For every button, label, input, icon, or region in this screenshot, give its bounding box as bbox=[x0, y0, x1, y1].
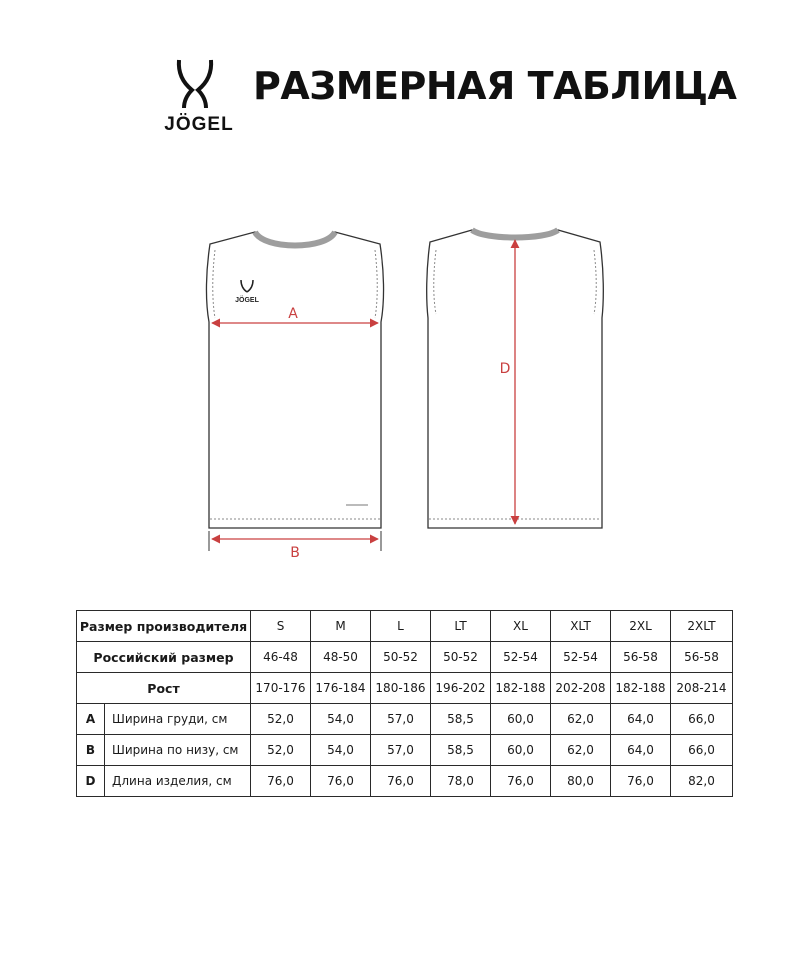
russian-size-label: Российский размер bbox=[77, 642, 251, 673]
measure-cell: 64,0 bbox=[611, 735, 671, 766]
russian-size-cell: 48-50 bbox=[311, 642, 371, 673]
chest-width-row bbox=[77, 704, 733, 735]
height-label: Рост bbox=[77, 673, 251, 704]
size-cell: LT bbox=[431, 611, 491, 642]
measure-cell: 76,0 bbox=[611, 766, 671, 797]
measure-letter: D bbox=[77, 766, 105, 797]
russian-size-cell: 50-52 bbox=[431, 642, 491, 673]
bottom-width-row bbox=[77, 735, 733, 766]
measure-cell: 60,0 bbox=[491, 735, 551, 766]
measure-cell: 78,0 bbox=[431, 766, 491, 797]
height-row bbox=[77, 673, 733, 704]
height-cell: 180-186 bbox=[371, 673, 431, 704]
measure-label-b: B bbox=[290, 545, 300, 561]
measure-cell: 62,0 bbox=[551, 735, 611, 766]
maker-size-label: Размер производителя bbox=[77, 611, 251, 642]
measure-cell: 76,0 bbox=[311, 766, 371, 797]
measure-letter: A bbox=[77, 704, 105, 735]
back-view bbox=[427, 230, 604, 528]
brand-name: JÖGEL bbox=[164, 114, 234, 135]
measure-cell: 58,5 bbox=[431, 704, 491, 735]
russian-size-row bbox=[77, 642, 733, 673]
measure-cell: 76,0 bbox=[251, 766, 311, 797]
height-cell: 170-176 bbox=[251, 673, 311, 704]
measure-name: Длина изделия, см bbox=[105, 766, 251, 797]
russian-size-cell: 46-48 bbox=[251, 642, 311, 673]
measure-cell: 57,0 bbox=[371, 704, 431, 735]
page-title: РАЗМЕРНАЯ ТАБЛИЦА bbox=[253, 64, 737, 108]
measure-name: Ширина по низу, см bbox=[105, 735, 251, 766]
russian-size-cell: 52-54 bbox=[491, 642, 551, 673]
size-table bbox=[76, 610, 733, 797]
size-cell: L bbox=[371, 611, 431, 642]
size-cell: 2XLT bbox=[671, 611, 733, 642]
height-cell: 208-214 bbox=[671, 673, 733, 704]
front-brand-text: JÖGEL bbox=[235, 297, 259, 304]
size-cell: S bbox=[251, 611, 311, 642]
measure-cell: 54,0 bbox=[311, 704, 371, 735]
measure-cell: 52,0 bbox=[251, 735, 311, 766]
measure-cell: 76,0 bbox=[491, 766, 551, 797]
measure-cell: 60,0 bbox=[491, 704, 551, 735]
measure-cell: 52,0 bbox=[251, 704, 311, 735]
length-row bbox=[77, 766, 733, 797]
measure-label-a: A bbox=[288, 306, 298, 322]
size-cell: XLT bbox=[551, 611, 611, 642]
height-cell: 196-202 bbox=[431, 673, 491, 704]
size-cell: 2XL bbox=[611, 611, 671, 642]
russian-size-cell: 56-58 bbox=[671, 642, 733, 673]
measure-cell: 54,0 bbox=[311, 735, 371, 766]
measure-label-d: D bbox=[499, 361, 511, 377]
measure-cell: 66,0 bbox=[671, 735, 733, 766]
measure-cell: 64,0 bbox=[611, 704, 671, 735]
measure-name: Ширина груди, см bbox=[105, 704, 251, 735]
measure-cell: 80,0 bbox=[551, 766, 611, 797]
height-cell: 202-208 bbox=[551, 673, 611, 704]
maker-size-row bbox=[77, 611, 733, 642]
height-cell: 176-184 bbox=[311, 673, 371, 704]
measure-cell: 76,0 bbox=[371, 766, 431, 797]
size-cell: XL bbox=[491, 611, 551, 642]
front-view bbox=[206, 232, 383, 561]
russian-size-cell: 52-54 bbox=[551, 642, 611, 673]
russian-size-cell: 56-58 bbox=[611, 642, 671, 673]
measure-cell: 57,0 bbox=[371, 735, 431, 766]
russian-size-cell: 50-52 bbox=[371, 642, 431, 673]
size-cell: M bbox=[311, 611, 371, 642]
height-cell: 182-188 bbox=[611, 673, 671, 704]
measure-cell: 58,5 bbox=[431, 735, 491, 766]
measure-cell: 82,0 bbox=[671, 766, 733, 797]
measure-letter: B bbox=[77, 735, 105, 766]
measure-cell: 66,0 bbox=[671, 704, 733, 735]
measure-cell: 62,0 bbox=[551, 704, 611, 735]
height-cell: 182-188 bbox=[491, 673, 551, 704]
